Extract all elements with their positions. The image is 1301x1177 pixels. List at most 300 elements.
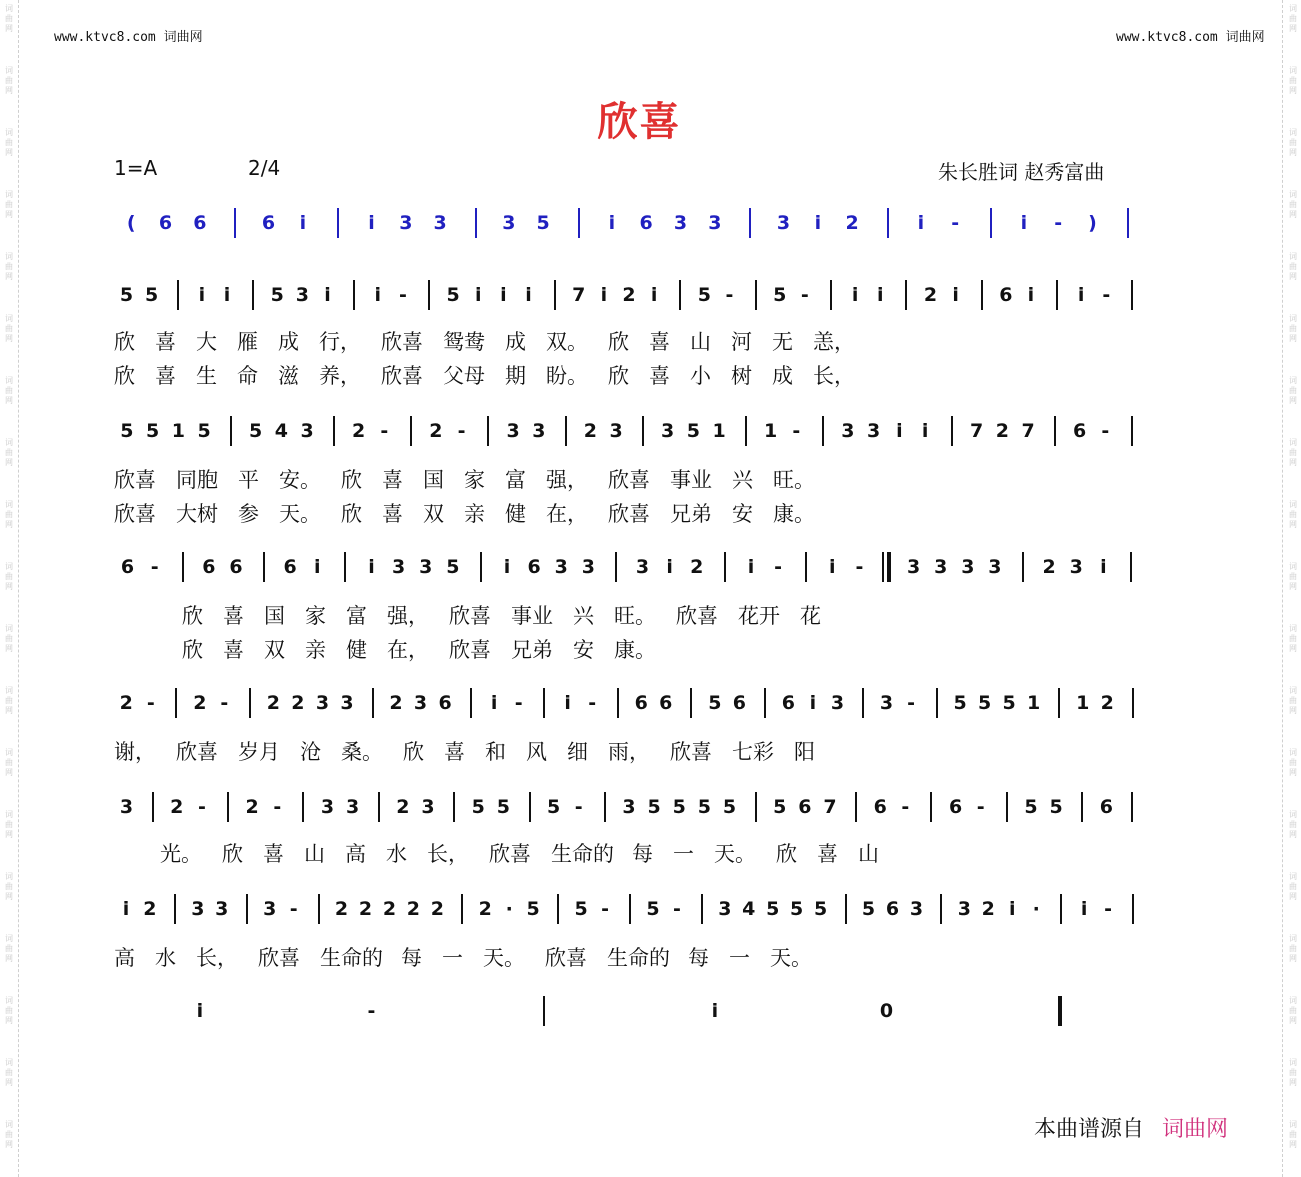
note: 3 <box>502 212 516 234</box>
note: 7 <box>823 796 837 818</box>
note: i <box>1008 898 1016 920</box>
note: 6 <box>639 212 653 234</box>
note: - <box>514 692 523 714</box>
note: 3 <box>841 420 855 442</box>
note: i <box>851 284 859 306</box>
note: 5 <box>814 898 828 920</box>
note: 2 <box>1100 692 1114 714</box>
note: - <box>951 212 960 234</box>
note: 2 <box>690 556 704 578</box>
note: 6 <box>202 556 216 578</box>
note: i <box>525 284 532 306</box>
note: 3 <box>320 796 335 818</box>
side-watermark-text: 词 曲 网 <box>1289 438 1297 467</box>
note: - <box>197 796 206 818</box>
note: 5 <box>526 898 540 920</box>
note: 5 <box>697 796 711 818</box>
note: 3 <box>830 692 845 714</box>
lyric-word: 成 <box>772 364 793 388</box>
lyric-word: 生命的 <box>320 946 383 970</box>
note: - <box>574 796 583 818</box>
lyric-word: 欣喜 <box>670 740 712 764</box>
note: · <box>505 898 513 920</box>
bar-line <box>230 416 232 446</box>
key-signature: 1=A <box>114 156 158 180</box>
side-watermark-text: 词 曲 网 <box>5 4 13 33</box>
side-watermark-text: 词 曲 网 <box>1289 934 1297 963</box>
lyric-word: 欣喜 <box>545 946 587 970</box>
bar-line <box>1006 792 1008 822</box>
lyric-word: 无 <box>772 330 793 354</box>
note: 7 <box>970 420 984 442</box>
note: - <box>1054 212 1063 234</box>
bar-line <box>246 894 248 924</box>
note: 6 <box>193 212 207 234</box>
note: - <box>1102 284 1111 306</box>
note: 1 <box>764 420 778 442</box>
lyric-word: 欣喜 <box>449 604 491 628</box>
bar-line <box>679 280 681 310</box>
bar-line <box>629 894 631 924</box>
lyric-word: 岁月 <box>238 740 280 764</box>
side-watermark-text: 词 曲 网 <box>5 748 13 777</box>
note: 5 <box>197 420 211 442</box>
note: 2 <box>923 284 938 306</box>
bar-line <box>930 792 932 822</box>
bar-line <box>862 688 864 718</box>
note: 2 <box>429 420 443 442</box>
lyric-word: 国 <box>264 604 285 628</box>
note: - <box>855 556 864 578</box>
side-watermark-text: 词 曲 网 <box>1289 252 1297 281</box>
lyric-word: 欣喜 <box>489 842 531 866</box>
bar-line <box>845 894 847 924</box>
note: - <box>976 796 985 818</box>
lyric-word: 欣 <box>222 842 243 866</box>
note: 2 <box>193 692 207 714</box>
note: 6 <box>158 212 173 234</box>
lyric-word: 欣喜 <box>676 604 718 628</box>
note: 5 <box>977 692 992 714</box>
lyric-word: 喜 <box>155 364 176 388</box>
note: 2 <box>583 420 597 442</box>
note: 2 <box>995 420 1009 442</box>
note: 2 <box>334 898 349 920</box>
lyric-word: 成 <box>505 330 526 354</box>
lyric-line-2b <box>114 498 835 528</box>
side-watermark-text: 词 曲 网 <box>1289 376 1297 405</box>
lyric-word: 亲 <box>305 638 326 662</box>
lyric-word: 鸳鸯 <box>443 330 485 354</box>
note: 1 <box>1027 692 1041 714</box>
note: 6 <box>873 796 887 818</box>
lyric-word: 健 <box>346 638 367 662</box>
note: 6 <box>527 556 541 578</box>
lyric-word: 天。 <box>279 502 321 526</box>
bar-line <box>353 280 355 310</box>
lyric-word: 期 <box>505 364 526 388</box>
note: i <box>223 284 231 306</box>
side-watermark-text: 词 曲 网 <box>5 66 13 95</box>
note: 5 <box>708 692 722 714</box>
side-watermark-text: 词 曲 网 <box>1289 128 1297 157</box>
bar-line <box>174 894 176 924</box>
bar-line <box>1056 280 1058 310</box>
note: 3 <box>879 692 894 714</box>
lyric-word: 欣 <box>608 330 629 354</box>
note: - <box>800 284 809 306</box>
lyric-word: 喜 <box>223 604 244 628</box>
lyric-word: 欣 <box>341 468 362 492</box>
note: 2 <box>622 284 636 306</box>
lyric-word: 旺。 <box>773 468 815 492</box>
lyric-word: 兴 <box>732 468 753 492</box>
note: 3 <box>421 796 435 818</box>
lyric-word: 欣 <box>114 330 135 354</box>
note: 1 <box>712 420 726 442</box>
notation-row <box>114 280 1144 320</box>
lyric-word: 欣喜 <box>176 740 218 764</box>
lyric-word: 七彩 <box>732 740 774 764</box>
lyric-word: 欣喜 <box>114 502 156 526</box>
note: i <box>1080 898 1088 920</box>
side-watermark-text: 词 曲 网 <box>1289 872 1297 901</box>
side-watermark-text: 词 曲 网 <box>5 872 13 901</box>
lyric-line-3a <box>182 600 841 630</box>
note: 3 <box>708 212 722 234</box>
note: 5 <box>446 556 460 578</box>
left-margin-watermark <box>0 0 19 1177</box>
note: 5 <box>647 796 661 818</box>
note: 5 <box>722 796 737 818</box>
note: 2 <box>1042 556 1056 578</box>
lyric-word: 国 <box>423 468 444 492</box>
lyric-word: 每 <box>688 946 709 970</box>
lyric-word: 欣 <box>182 638 203 662</box>
lyric-word: 兄弟 <box>670 502 712 526</box>
note: i <box>198 284 206 306</box>
bar-line <box>701 894 703 924</box>
note: 3 <box>867 420 881 442</box>
note: 3 <box>191 898 205 920</box>
note: 4 <box>274 420 288 442</box>
note: 3 <box>961 556 975 578</box>
side-watermark-text: 词 曲 网 <box>5 624 13 653</box>
note: 5 <box>646 898 660 920</box>
bar-line <box>617 688 619 718</box>
note: i <box>600 284 608 306</box>
lyric-line-6 <box>114 942 832 972</box>
lyric-line-4 <box>114 736 835 766</box>
side-watermark-text: 词 曲 网 <box>1289 810 1297 839</box>
note: 6 <box>261 212 276 234</box>
note: 3 <box>622 796 636 818</box>
notation-intro <box>114 208 1144 248</box>
note: 6 <box>438 692 452 714</box>
lyric-word: 滋 <box>278 364 299 388</box>
note: 3 <box>776 212 791 234</box>
bar-line <box>318 894 320 924</box>
side-watermark-text: 词 曲 网 <box>5 314 13 343</box>
note: - <box>588 692 597 714</box>
lyric-word: 阳 <box>794 740 815 764</box>
notation-row <box>114 552 1144 592</box>
note: i <box>299 212 307 234</box>
bar-line <box>378 792 380 822</box>
note: 2 <box>352 420 366 442</box>
lyric-word: 花开 <box>738 604 780 628</box>
lyric-word: 父母 <box>443 364 485 388</box>
note: 3 <box>581 556 595 578</box>
side-watermark-text: 词 曲 网 <box>5 438 13 467</box>
lyric-word: 大 <box>196 330 217 354</box>
note: - <box>398 284 407 306</box>
lyric-word: 水 <box>155 946 176 970</box>
note: 3 <box>413 692 428 714</box>
note: 3 <box>532 420 546 442</box>
lyric-word: 谢， <box>114 740 156 764</box>
lyric-word: 欣喜 <box>449 638 491 662</box>
notation-row <box>114 688 1144 728</box>
note: i <box>1020 212 1028 234</box>
note: - <box>367 1000 376 1022</box>
bar-line <box>263 552 265 582</box>
note: 5 <box>1049 796 1063 818</box>
lyric-word: 桑。 <box>341 740 383 764</box>
note: i <box>608 212 616 234</box>
bar-line <box>554 280 556 310</box>
note: 3 <box>661 420 675 442</box>
brand-link[interactable]: 词曲网 <box>1162 1117 1229 1142</box>
note: i <box>829 556 836 578</box>
note: 4 <box>742 898 756 920</box>
bar-line <box>1058 996 1062 1026</box>
note: - <box>907 692 915 714</box>
lyric-word: 生命的 <box>607 946 670 970</box>
side-watermark-text: 词 曲 网 <box>1289 748 1297 777</box>
note: i <box>475 284 482 306</box>
note: 5 <box>773 284 787 306</box>
note: 3 <box>506 420 520 442</box>
side-watermark-text: 词 曲 网 <box>1289 500 1297 529</box>
note: 5 <box>446 284 460 306</box>
bar-line <box>830 280 832 310</box>
side-watermark-text: 词 曲 网 <box>5 810 13 839</box>
lyric-word: 喜 <box>223 638 244 662</box>
note: 5 <box>536 212 550 234</box>
notation-row <box>114 208 1144 248</box>
lyric-word: 水 <box>386 842 407 866</box>
side-watermark-text: 词 曲 网 <box>5 1058 13 1087</box>
lyric-line-2a <box>114 464 835 494</box>
lyric-word: 高 <box>114 946 135 970</box>
note: 3 <box>554 556 568 578</box>
bar-line <box>1131 416 1133 446</box>
note: - <box>146 692 155 714</box>
note: i <box>314 556 321 578</box>
note: i <box>650 284 658 306</box>
note: - <box>220 692 229 714</box>
note: 2 <box>119 692 133 714</box>
lyric-word: 安。 <box>279 468 321 492</box>
bar-line <box>755 792 757 822</box>
bar-line <box>565 416 567 446</box>
note: 2 <box>170 796 184 818</box>
bar-line <box>690 688 692 718</box>
bar-line <box>905 280 907 310</box>
bar-line <box>453 792 455 822</box>
notation-row <box>114 792 1144 832</box>
side-watermark-text: 词 曲 网 <box>5 190 13 219</box>
note: i <box>809 692 817 714</box>
note: 5 <box>773 796 787 818</box>
note: 3 <box>988 556 1002 578</box>
bar-line <box>543 688 545 718</box>
lyric-word: 高 <box>345 842 366 866</box>
note: 6 <box>885 898 900 920</box>
bar-line <box>578 208 580 238</box>
lyric-word: 命 <box>237 364 258 388</box>
side-watermark-text: 词 曲 网 <box>5 934 13 963</box>
bar-line <box>410 416 412 446</box>
note: ) <box>1088 212 1097 234</box>
bar-line <box>249 688 251 718</box>
note: 5 <box>574 898 588 920</box>
lyric-word: 家 <box>305 604 326 628</box>
note: i <box>368 556 375 578</box>
note: 3 <box>399 212 413 234</box>
note: 6 <box>229 556 243 578</box>
lyric-word: 树 <box>731 364 752 388</box>
note: 5 <box>145 284 159 306</box>
lyric-word: 喜 <box>817 842 838 866</box>
bar-line <box>887 208 889 238</box>
bar-line <box>1130 552 1132 582</box>
bar-line <box>642 416 644 446</box>
bar-line <box>557 894 559 924</box>
lyric-word: 花 <box>800 604 821 628</box>
note: 5 <box>547 796 561 818</box>
note: 3 <box>300 420 314 442</box>
lyric-word: 和 <box>485 740 506 764</box>
note: i <box>876 284 884 306</box>
note: - <box>672 898 681 920</box>
note: 5 <box>686 420 700 442</box>
lyric-word: 兄弟 <box>511 638 553 662</box>
note: i <box>490 692 498 714</box>
bar-line <box>1022 552 1024 582</box>
note: - <box>457 420 466 442</box>
bar-line <box>302 792 304 822</box>
right-margin-watermark <box>1282 0 1301 1177</box>
note: 6 <box>634 692 648 714</box>
note: i <box>666 556 673 578</box>
notation-row-7 <box>114 996 1144 1036</box>
lyric-word: 旺。 <box>614 604 656 628</box>
lyric-word: 参 <box>238 502 259 526</box>
note: 2 <box>382 898 397 920</box>
note: i <box>1100 556 1107 578</box>
lyric-word: 盼。 <box>546 364 588 388</box>
note: 3 <box>718 898 732 920</box>
lyric-word: 生命的 <box>551 842 614 866</box>
note: 6 <box>781 692 796 714</box>
note: 0 <box>879 1000 894 1022</box>
side-watermark-text: 词 曲 网 <box>1289 4 1297 33</box>
notation-row-5 <box>114 792 1144 832</box>
side-watermark-text: 词 曲 网 <box>1289 686 1297 715</box>
note: 3 <box>906 556 921 578</box>
lyric-word: 成 <box>278 330 299 354</box>
lyric-word: 欣 <box>403 740 424 764</box>
lyric-word: 欣 <box>776 842 797 866</box>
note: 3 <box>673 212 688 234</box>
note: - <box>601 898 609 920</box>
note: 2 <box>981 898 995 920</box>
lyric-word: 欣 <box>182 604 203 628</box>
note: 2 <box>266 692 281 714</box>
lyric-word: 康。 <box>773 502 815 526</box>
bar-line <box>1127 208 1129 238</box>
note: 5 <box>766 898 780 920</box>
note: - <box>1104 898 1113 920</box>
note: i <box>952 284 959 306</box>
note: 6 <box>283 556 297 578</box>
lyric-word: 长， <box>196 946 238 970</box>
lyric-word: 行， <box>319 330 361 354</box>
note: 2 <box>478 898 492 920</box>
note: 5 <box>861 898 876 920</box>
note: 3 <box>635 556 650 578</box>
lyric-line-1b <box>114 360 875 390</box>
side-watermark-text: 词 曲 网 <box>1289 624 1297 653</box>
bar-line <box>882 552 884 582</box>
bar-line <box>475 208 477 238</box>
bar-line <box>822 416 824 446</box>
bar-line <box>604 792 606 822</box>
bar-line <box>428 280 430 310</box>
lyric-word: 兴 <box>573 604 594 628</box>
note: i <box>711 1000 719 1022</box>
notation-row <box>114 894 1144 934</box>
note: 5 <box>672 796 686 818</box>
side-watermark-text: 词 曲 网 <box>5 128 13 157</box>
bar-line <box>543 996 545 1026</box>
bar-line <box>1132 894 1134 924</box>
side-watermark-text: 词 曲 网 <box>5 500 13 529</box>
notation-row <box>114 416 1144 456</box>
note: 2 <box>389 692 403 714</box>
note: 6 <box>1099 796 1113 818</box>
note: 2 <box>430 898 444 920</box>
bar-line <box>615 552 617 582</box>
bar-line <box>1081 792 1083 822</box>
lyric-word: 每 <box>401 946 422 970</box>
lyric-word: 一 <box>673 842 694 866</box>
note: 5 <box>953 692 967 714</box>
note: 3 <box>609 420 623 442</box>
bar-line <box>1060 894 1062 924</box>
bar-line <box>337 208 339 238</box>
lyric-word: 家 <box>464 468 485 492</box>
lyric-word: 山 <box>304 842 325 866</box>
note: i <box>122 898 130 920</box>
note: 3 <box>315 692 330 714</box>
lyric-word: 一 <box>729 946 750 970</box>
side-watermark-text: 词 曲 网 <box>5 996 13 1025</box>
lyric-word: 双 <box>423 502 444 526</box>
notation-row-2 <box>114 416 1144 456</box>
